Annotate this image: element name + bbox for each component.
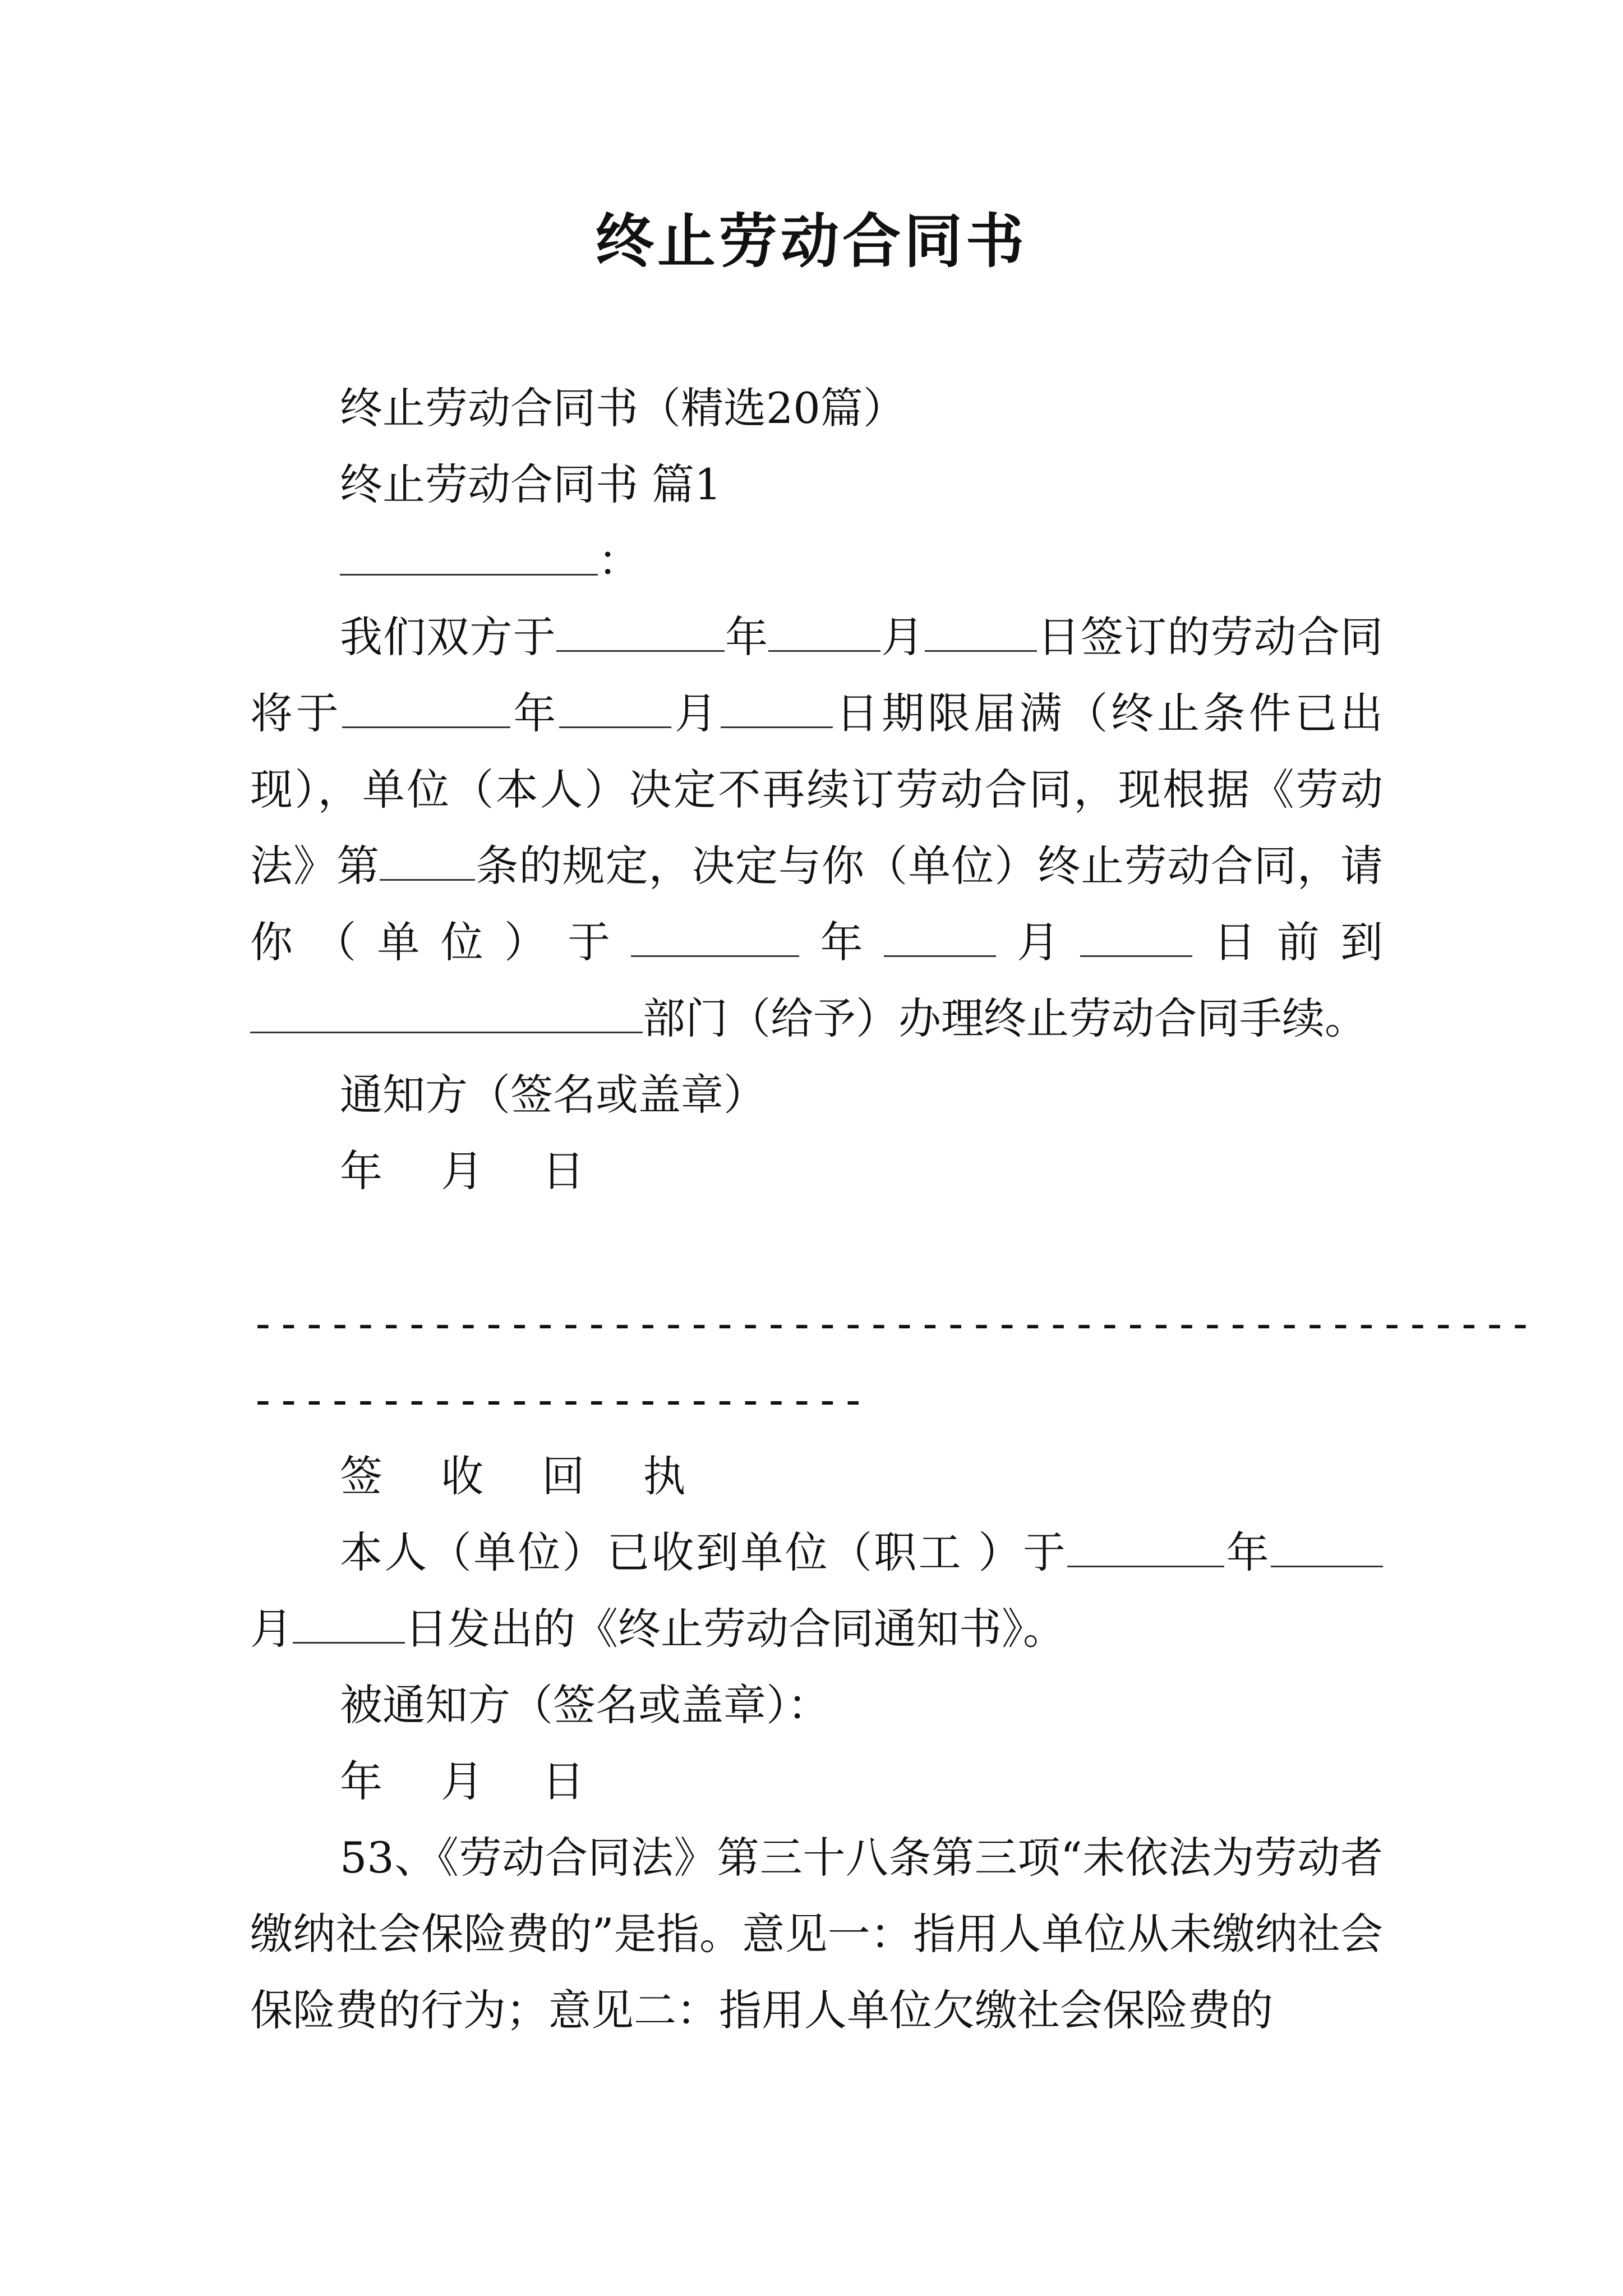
notice-text: 日前到 xyxy=(1192,917,1384,967)
receipt-text: 本人（单位）已收到单位（职工 ）于 xyxy=(340,1527,1068,1577)
receipt-paragraph xyxy=(250,1515,1383,1667)
blank-field xyxy=(925,615,1037,652)
addressee-line xyxy=(250,523,1383,599)
addressee-blank xyxy=(340,539,598,576)
date-line: 年 月 日 xyxy=(340,1146,607,1196)
separator-line: -------------------------------------------------- xyxy=(250,1299,1533,1349)
section-heading: 终止劳动合同书 篇1 xyxy=(340,459,722,509)
notice-text: 日期限届满（终止条件已出现），单位（本人）决定不再续订劳动合同，现根据《劳动法》第 xyxy=(250,688,1384,891)
month-label: 月 xyxy=(250,1604,293,1654)
document-body xyxy=(250,370,1533,2049)
blank-field xyxy=(342,692,510,728)
blank-field xyxy=(884,921,996,957)
year-label: 年 xyxy=(724,612,769,662)
notice-text: 部门（给予）办理终止劳动合同手续。 xyxy=(643,993,1367,1043)
blank-field xyxy=(721,692,833,728)
blank-field xyxy=(1271,1531,1383,1567)
year-label: 年 xyxy=(510,688,560,738)
blank-field xyxy=(380,844,475,881)
blank-field xyxy=(768,615,880,652)
blank-field xyxy=(631,921,799,957)
month-label: 月 xyxy=(671,688,721,738)
blank-field xyxy=(250,997,643,1033)
subtitle: 终止劳动合同书（精选20篇） xyxy=(340,383,906,433)
document-title: 终止劳动合同书 xyxy=(595,206,1027,275)
date-line: 年 月 日 xyxy=(340,1756,607,1806)
blank-field xyxy=(559,692,671,728)
blank-field xyxy=(1080,921,1192,957)
addressee-colon: ： xyxy=(598,536,640,586)
year-label: 年 xyxy=(1224,1527,1271,1577)
notice-paragraph xyxy=(250,599,1383,1057)
notice-text: 我们双方于 xyxy=(340,612,556,662)
blank-field xyxy=(293,1607,405,1644)
spacer xyxy=(250,1209,1383,1286)
receipt-heading: 签 收 回 执 xyxy=(340,1451,708,1501)
notifier-signature: 通知方（签名或盖章） xyxy=(340,1070,766,1120)
blank-field xyxy=(1067,1531,1224,1567)
notice-text: 日签订的劳动合同将于 xyxy=(250,612,1384,738)
recipient-signature: 被通知方（签名或盖章）： xyxy=(340,1680,830,1730)
receipt-text: 日发出的《终止劳动合同通知书》。 xyxy=(405,1604,1066,1654)
month-label: 月 xyxy=(995,917,1081,967)
blank-field xyxy=(556,615,725,652)
year-label: 年 xyxy=(799,917,884,967)
month-label: 月 xyxy=(880,612,925,662)
clause-paragraph: 53、《劳动合同法》第三十八条第三项“未依法为劳动者缴纳社会保险费的”是指。意见一：指用人单位从未缴纳社会保险费的行为；意见二：指用人单位欠缴社会保险费的 xyxy=(250,1833,1383,2035)
separator-line: ------------------------ xyxy=(250,1375,866,1425)
notice-text: 条的规定，决定与你（单位）终止劳动合同，请你（单位）于 xyxy=(250,841,1383,967)
